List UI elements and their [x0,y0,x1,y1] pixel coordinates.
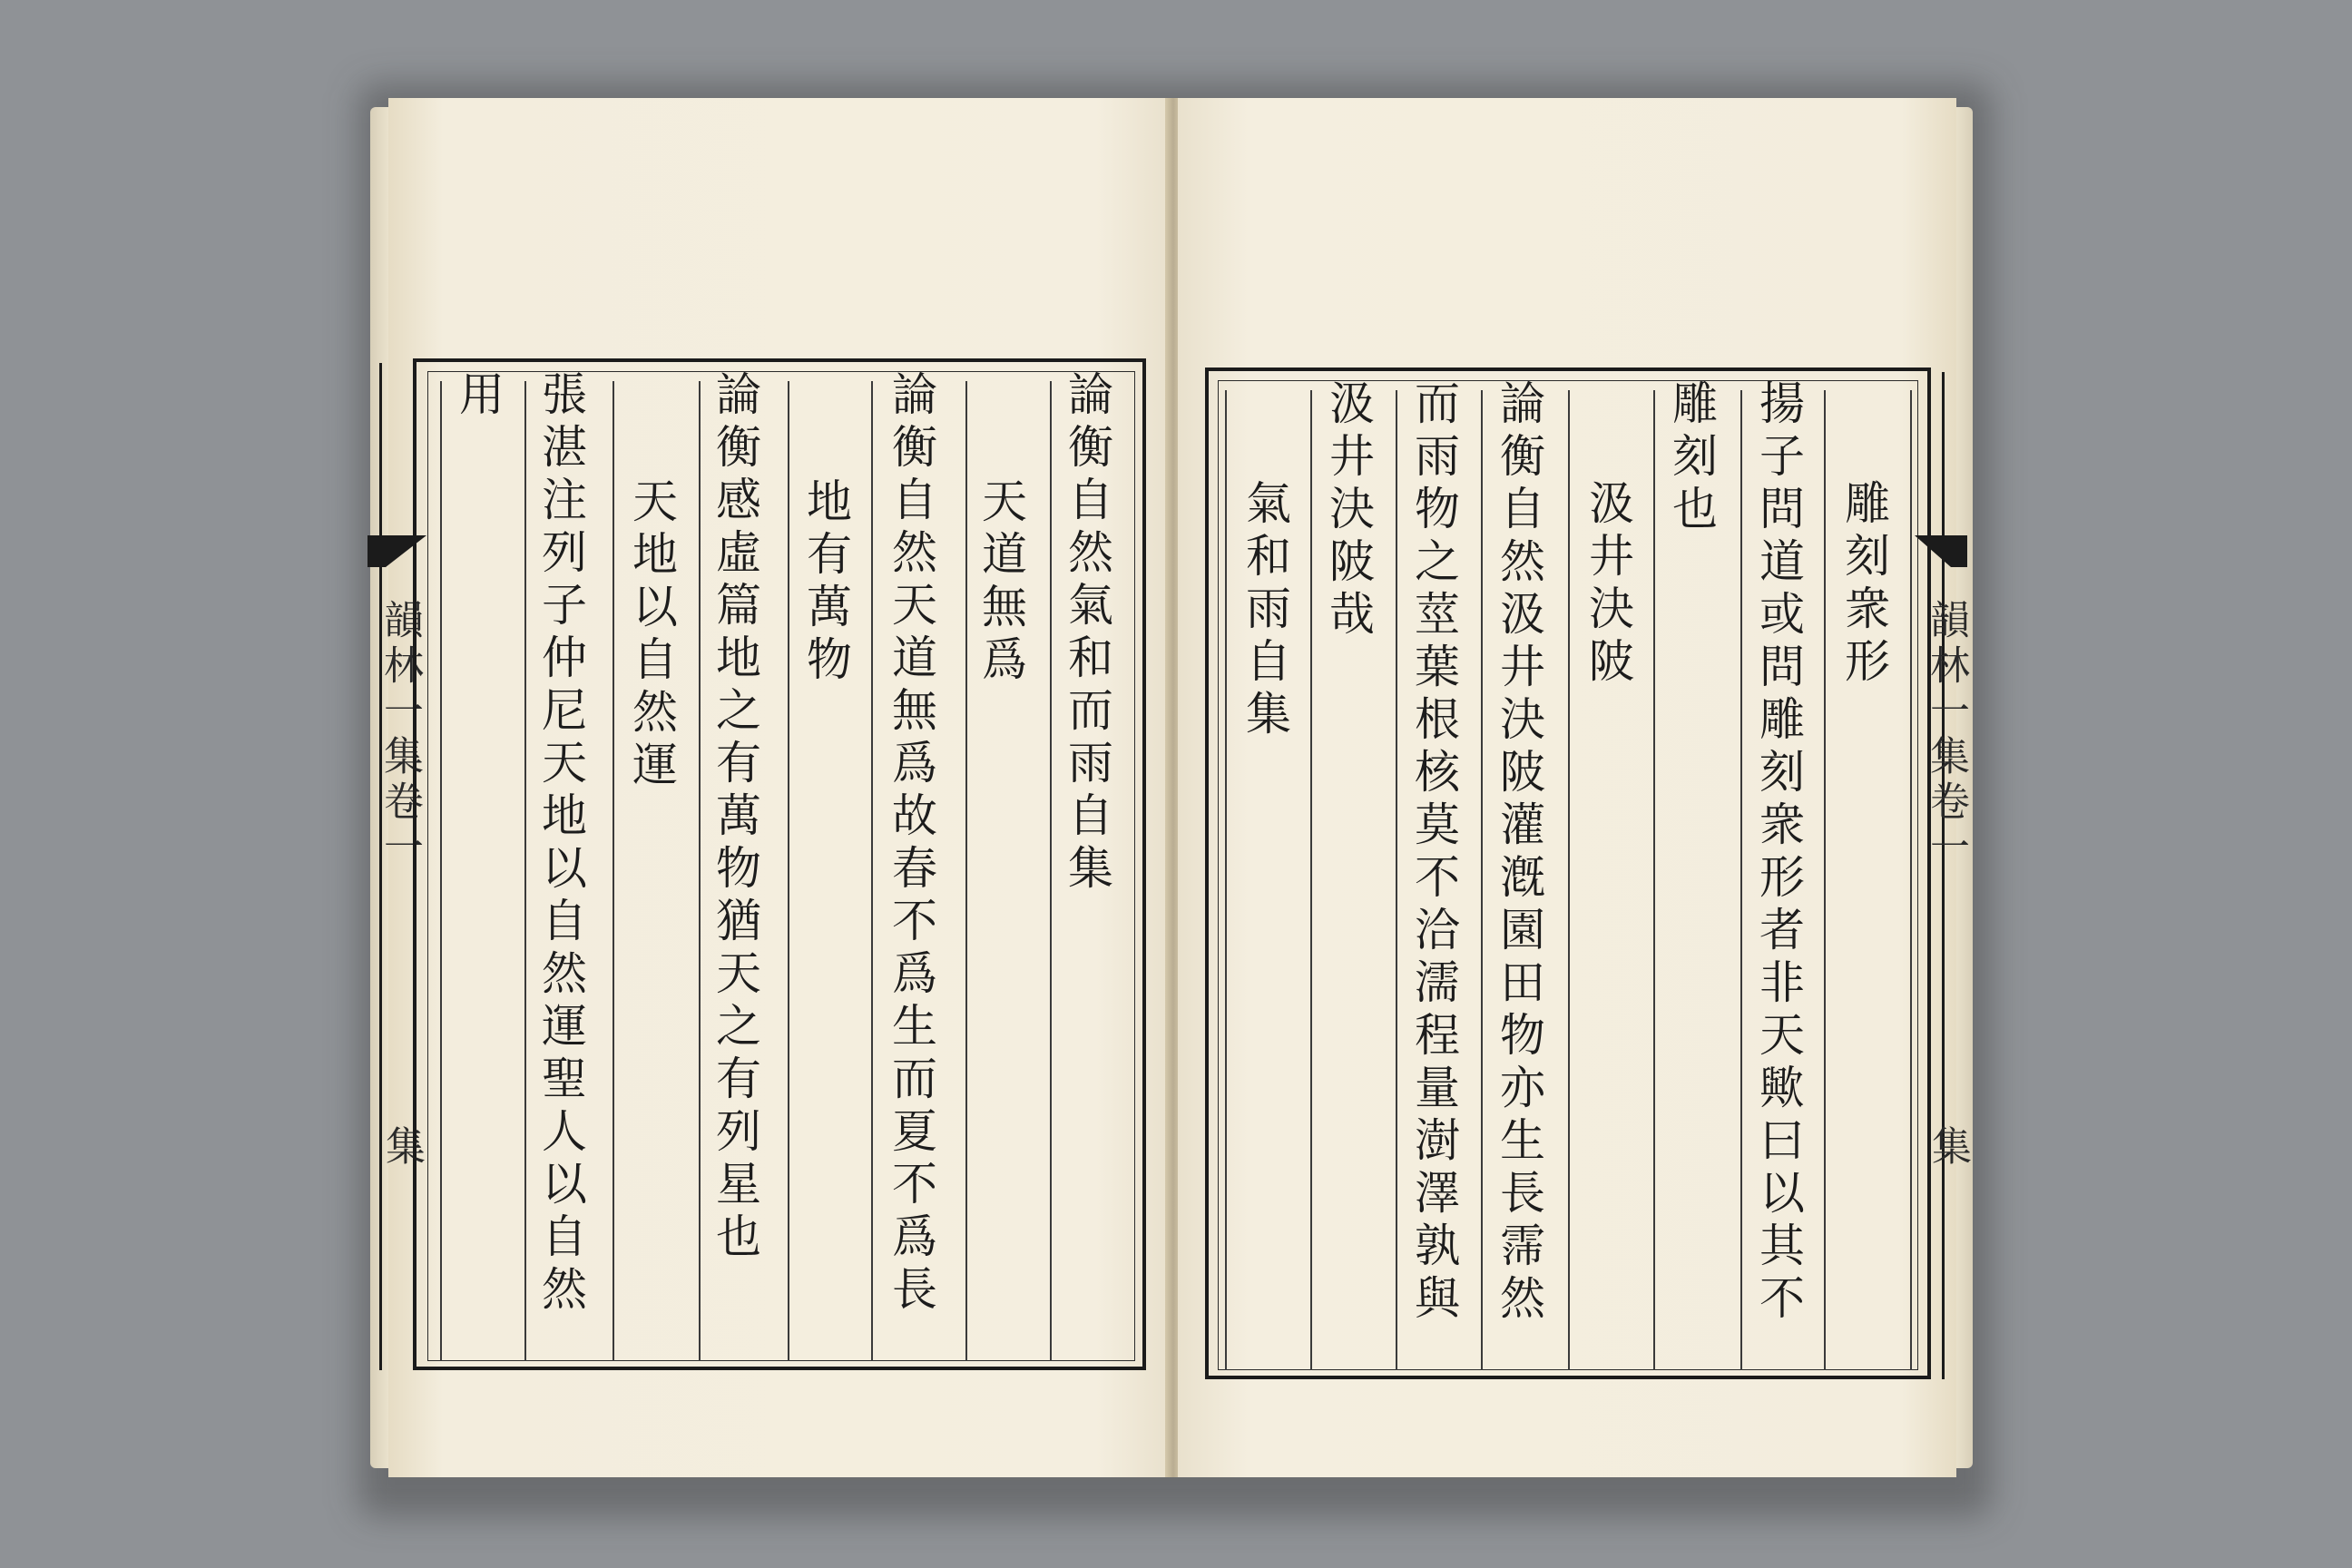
column-rule [1481,390,1483,1370]
column-rule [788,381,789,1361]
column-rule [1050,381,1052,1361]
column-rule [1310,390,1312,1370]
left-col-7: 張湛注列子仲尼天地以自然運聖人以自然 [534,370,587,1318]
right-col-7: 汲井決陂哉 [1322,379,1375,642]
column-rule [965,381,967,1361]
column-rule [1568,390,1570,1370]
column-rule [1225,390,1227,1370]
left-col-3: 論衡自然天道無爲故春不爲生而夏不爲長 [885,370,937,1318]
fold-edge-line [1942,372,1945,1379]
left-col-4: 地有萬物 [799,477,852,688]
left-col-5: 論衡感虛篇地之有萬物猶天之有列星也 [709,370,761,1265]
left-col-6: 天地以自然運 [625,477,678,793]
fish-tail-mark [1915,535,1969,590]
left-col-1: 論衡自然氣和而雨自集 [1061,370,1113,897]
left-col-2: 天道無爲 [975,477,1027,688]
left-margin-title: 韻林一集卷一 [377,599,423,871]
right-col-8: 氣和雨自集 [1239,479,1291,742]
left-col-8: 用 [452,370,505,423]
column-rule [699,381,701,1361]
left-page-frame [413,358,1146,1370]
column-rule [1824,390,1826,1370]
right-margin-page-mark: 集 [1925,1125,1971,1165]
right-col-2: 揚子問道或問雕刻衆形者非天歟曰以其不 [1752,379,1805,1327]
right-col-5: 論衡自然汲井決陂灌漑園田物亦生長霈然 [1493,379,1545,1327]
right-col-3: 雕刻也 [1665,379,1718,537]
column-rule [1910,390,1912,1370]
column-rule [524,381,526,1361]
right-margin-title: 韻林一集卷一 [1923,599,1969,871]
right-col-6: 而雨物之莖葉根核莫不洽濡程量澍澤孰與 [1407,379,1460,1327]
column-rule [871,381,873,1361]
right-col-4: 汲井決陂 [1582,479,1634,690]
right-col-1: 雕刻衆形 [1838,479,1890,690]
left-margin-page-mark: 集 [378,1125,425,1165]
column-rule [1653,390,1655,1370]
column-rule [1740,390,1742,1370]
column-rule [612,381,614,1361]
column-rule [1396,390,1397,1370]
column-rule [440,381,442,1361]
